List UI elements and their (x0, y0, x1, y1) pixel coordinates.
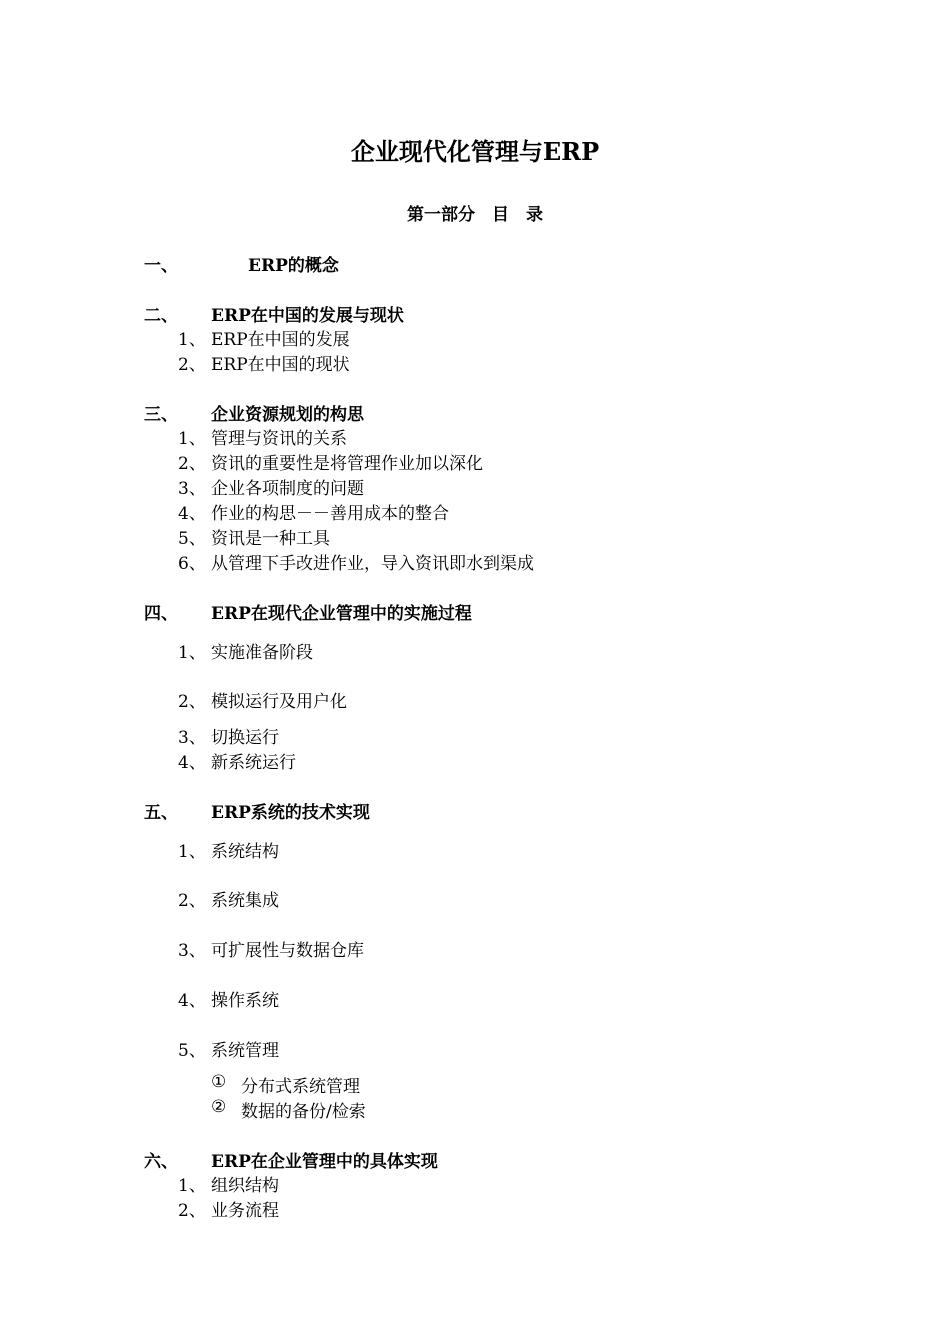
toc-item: 资讯的重要性是将管理作业加以深化 (211, 454, 483, 474)
section-title: ERP在现代企业管理中的实施过程 (211, 604, 472, 624)
item-number: 2、 (178, 355, 206, 375)
subitem-number: ② (211, 1097, 227, 1117)
toc-item: ERP在中国的现状 (211, 355, 350, 375)
item-number: 3、 (178, 941, 206, 961)
toc-item: 可扩展性与数据仓库 (211, 941, 364, 961)
item-number: 2、 (178, 891, 206, 911)
item-number: 4、 (178, 753, 206, 773)
item-number: 4、 (178, 991, 206, 1011)
toc-subitem: 分布式系统管理 (241, 1077, 360, 1097)
toc-item: 模拟运行及用户化 (211, 692, 347, 712)
toc-subitem: 数据的备份/检索 (241, 1102, 366, 1122)
item-number: 2、 (178, 692, 206, 712)
section-number: 一、 (144, 256, 178, 276)
toc-item: 切换运行 (211, 728, 279, 748)
section-title: 企业资源规划的构思 (211, 405, 364, 425)
section-title: ERP系统的技术实现 (211, 803, 370, 823)
item-number: 6、 (178, 554, 206, 574)
item-number: 2、 (178, 454, 206, 474)
toc-item: 系统管理 (211, 1041, 279, 1061)
item-number: 3、 (178, 728, 206, 748)
section-number: 二、 (144, 306, 178, 326)
item-number: 1、 (178, 643, 206, 663)
toc-item: 从管理下手改进作业，导入资讯即水到渠成 (211, 554, 534, 574)
toc-item: 组织结构 (211, 1176, 279, 1196)
toc-item: 新系统运行 (211, 753, 296, 773)
toc-heading: 第一部分 目 录 (407, 205, 543, 225)
item-number: 5、 (178, 1041, 206, 1061)
item-number: 5、 (178, 529, 206, 549)
section-number: 五、 (144, 803, 178, 823)
toc-item: 管理与资讯的关系 (211, 429, 347, 449)
item-number: 3、 (178, 479, 206, 499)
section-number: 三、 (144, 405, 178, 425)
toc-item: 企业各项制度的问题 (211, 479, 364, 499)
toc-item: ERP在中国的发展 (211, 330, 350, 350)
section-title: ERP在中国的发展与现状 (211, 306, 404, 326)
toc-item: 操作系统 (211, 991, 279, 1011)
section-title: ERP的概念 (248, 256, 339, 276)
toc-item: 系统结构 (211, 842, 279, 862)
item-number: 2、 (178, 1201, 206, 1221)
toc-item: 资讯是一种工具 (211, 529, 330, 549)
document-title: 企业现代化管理与ERP (350, 137, 600, 166)
toc-item: 实施准备阶段 (211, 643, 313, 663)
section-number: 四、 (144, 604, 178, 624)
subitem-number: ① (211, 1072, 227, 1092)
item-number: 1、 (178, 429, 206, 449)
item-number: 1、 (178, 842, 206, 862)
section-number: 六、 (144, 1152, 178, 1172)
item-number: 1、 (178, 330, 206, 350)
toc-item: 业务流程 (211, 1201, 279, 1221)
section-title: ERP在企业管理中的具体实现 (211, 1152, 438, 1172)
item-number: 4、 (178, 504, 206, 524)
item-number: 1、 (178, 1176, 206, 1196)
toc-item: 系统集成 (211, 891, 279, 911)
toc-item: 作业的构思－－善用成本的整合 (211, 504, 449, 524)
